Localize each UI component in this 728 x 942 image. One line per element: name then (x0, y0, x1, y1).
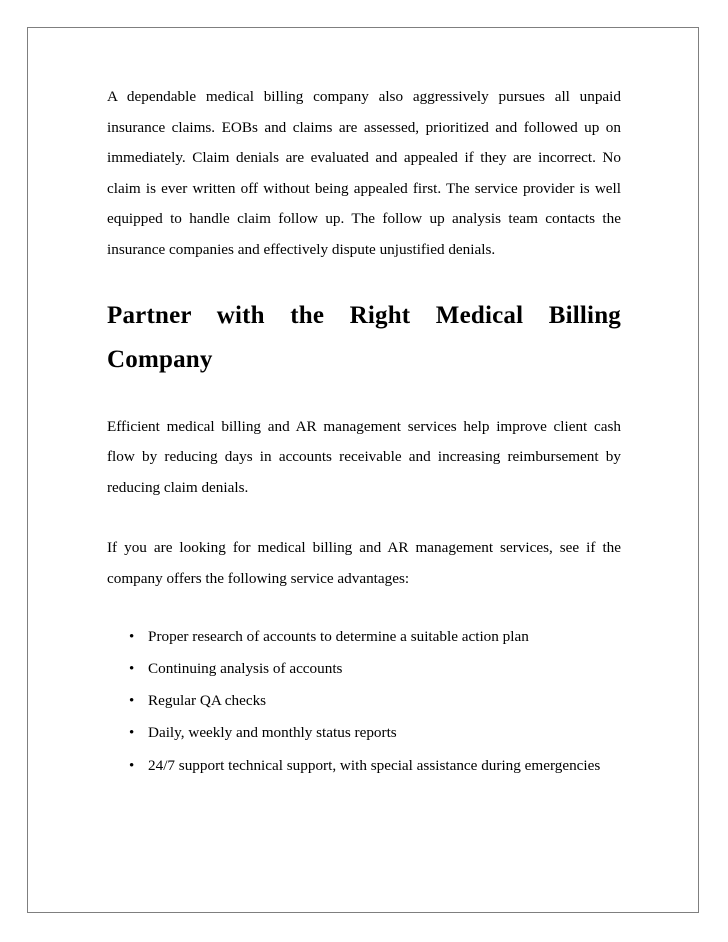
bullet-icon: • (129, 628, 135, 645)
bullet-icon: • (129, 757, 135, 774)
bullet-icon: • (129, 660, 135, 677)
list-item-text: Continuing analysis of accounts (148, 659, 343, 677)
list-item-text: Proper research of accounts to determine a suitable action plan (148, 627, 529, 645)
paragraph-service-advantages-intro: If you are looking for medical billing and AR management services, see if the company offers the following service advantages: (107, 539, 621, 587)
list-item (107, 621, 621, 653)
list-item (107, 717, 621, 749)
bullet-icon: • (129, 693, 135, 710)
list-item (107, 685, 621, 717)
list-item-text: Regular QA checks (148, 692, 267, 710)
list-item (107, 750, 621, 782)
paragraph-claims-followup: A dependable medical billing company also aggressively pursues all unpaid insurance claims. EOBs and claims are assessed, prioritized and followed up on immediately. Claim denials are evaluated and appealed if they are incorrect. No claim is ever written off without being appealed first. The service provider is well equipped to handle claim follow up. The follow up analysis team contacts the insurance companies and effectively dispute unjustified denials. (107, 88, 621, 258)
document-body (107, 82, 621, 782)
list-item-text: 24/7 support technical support, with special assistance during emergencies (148, 756, 601, 774)
paragraph-efficient-billing: Efficient medical billing and AR management services help improve client cash flow by reducing days in accounts receivable and increasing reimbursement by reducing claim denials. (107, 417, 621, 496)
service-advantages-list (107, 621, 621, 782)
section-heading: Partner with the Right Medical Billing Company (107, 301, 621, 373)
list-item (107, 653, 621, 685)
bullet-icon: • (129, 725, 135, 742)
list-item-text: Daily, weekly and monthly status reports (148, 724, 397, 742)
